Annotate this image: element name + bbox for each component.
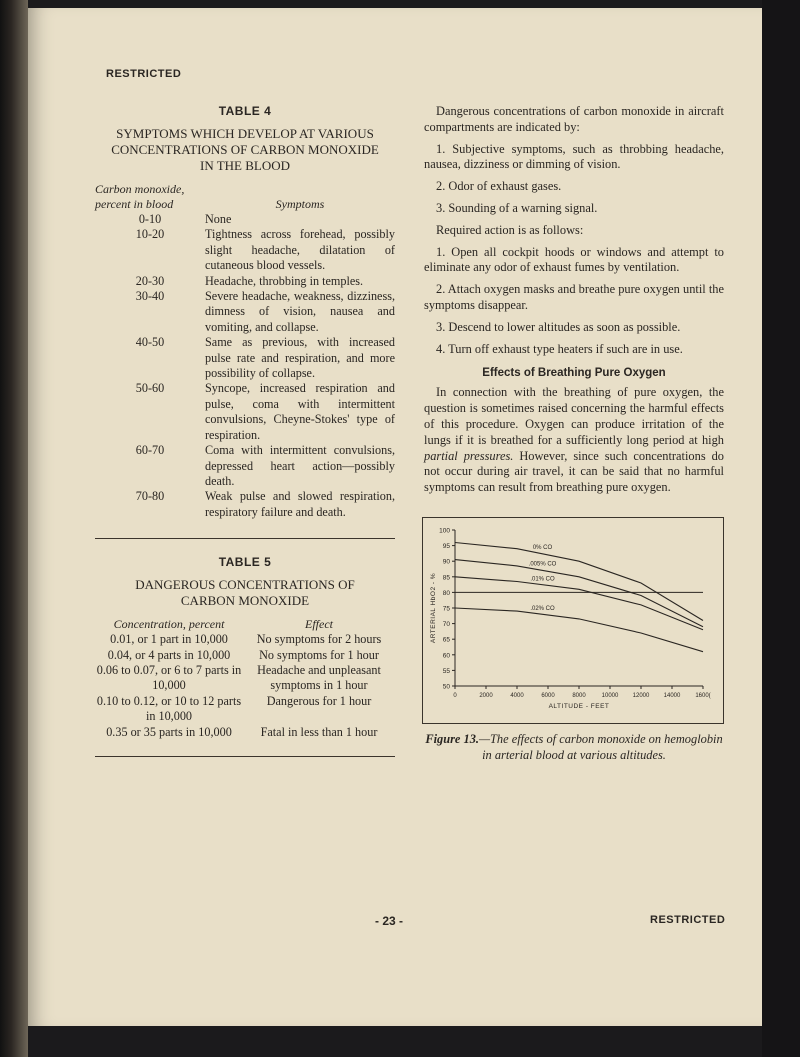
table5-row — [95, 648, 395, 663]
table5-bottom-rule — [95, 756, 395, 757]
x-tick-label: 0 — [453, 693, 457, 699]
oxygen-text-b: However, since such concentrations do not occur during air travel, it can be said that no harmful symptoms can result from breathing pure oxygen. — [424, 448, 724, 495]
table5-row — [95, 694, 395, 725]
background-edge — [762, 0, 800, 1057]
y-tick-label: 70 — [442, 621, 450, 629]
left-column — [95, 100, 395, 757]
concentration-cell: 0.06 to 0.07, or 6 to 7 parts in 10,000 — [96, 662, 242, 693]
table4-row — [95, 335, 395, 381]
y-tick-label: 60 — [442, 652, 450, 660]
x-tick-label: 8000 — [572, 693, 586, 699]
table4-row — [95, 274, 395, 289]
table4-row — [95, 443, 395, 489]
table5-col2-header: Effect — [305, 617, 333, 632]
table4-col1-header: Carbon monoxide, percent in blood — [95, 182, 185, 211]
caption-label: Figure 13. — [425, 732, 480, 746]
symptoms-cell: Syncope, increased respiration and pulse, coma with intermittent convulsions, Cheyne-Stokes' type of respiration. — [205, 381, 395, 442]
series-label: .005% CO — [528, 561, 557, 568]
concentration-cell: 0.10 to 0.12, or 10 to 12 parts in 10,000 — [96, 693, 242, 724]
table5-row — [95, 663, 395, 694]
symptoms-cell: Coma with intermittent convulsions, depressed heart action—possibly death. — [205, 443, 395, 488]
table4-label: TABLE 4 — [218, 104, 272, 118]
series-line — [455, 577, 703, 630]
table5-label: TABLE 5 — [218, 555, 272, 570]
co-percent-cell: 20-30 — [135, 273, 165, 288]
y-tick-label: 55 — [442, 667, 450, 675]
binding-gutter — [0, 0, 28, 1057]
indicator-1: 1. Subjective symptoms, such as throbbing headache, nausea, dizziness or dimming of vision. — [424, 141, 724, 172]
restricted-header: RESTRICTED — [106, 68, 182, 80]
x-tick-label: 14000 — [663, 693, 681, 699]
x-tick-label: 10000 — [601, 693, 619, 699]
effect-cell: No symptoms for 2 hours — [256, 632, 382, 647]
hbo2-altitude-chart — [423, 518, 723, 723]
intro-paragraph: Dangerous concentrations of carbon monoxide in aircraft compartments are indicated by: — [424, 104, 724, 134]
x-axis-label: ALTITUDE - FEET — [548, 703, 610, 710]
table5-header — [95, 617, 395, 632]
symptoms-cell: Tightness across forehead, possibly slight headache, dilatation of cutaneous blood vessels. — [205, 227, 395, 273]
series-line — [455, 543, 703, 621]
x-tick-label: 12000 — [632, 693, 650, 699]
co-percent-cell: 40-50 — [135, 335, 165, 350]
symptoms-cell: None — [205, 212, 232, 226]
oxygen-text-a: In connection with the breathing of pure oxygen, the question is sometimes raised concerning the harmful effects of this procedure. Oxygen can produce irritation of the lungs if it is breathed for a sufficiently long period at high — [424, 385, 724, 447]
table4-row — [95, 227, 395, 273]
y-tick-label: 80 — [442, 589, 450, 597]
restricted-footer: RESTRICTED — [650, 914, 726, 926]
co-percent-cell: 0-10 — [138, 212, 162, 226]
action-4: 4. Turn off exhaust type heaters if such are in use. — [436, 341, 683, 356]
section-heading: Effects of Breathing Pure Oxygen — [482, 367, 666, 380]
co-percent-cell: 10-20 — [135, 227, 165, 242]
concentration-cell: 0.04, or 4 parts in 10,000 — [107, 647, 231, 662]
y-tick-label: 95 — [442, 543, 450, 551]
y-tick-label: 65 — [442, 636, 450, 644]
table5-col1-header: Concentration, percent — [113, 617, 225, 632]
table4-row — [95, 489, 395, 520]
x-tick-label: 1600( — [695, 693, 711, 699]
table4-body — [95, 212, 395, 520]
oxygen-paragraph — [424, 385, 724, 496]
caption-text: —The effects of carbon monoxide on hemoglobin in arterial blood at various altitudes. — [479, 732, 723, 762]
effect-cell: No symptoms for 1 hour — [259, 647, 379, 662]
table4-col2-header: Symptoms — [275, 197, 325, 211]
table4-row — [95, 212, 395, 227]
indicator-2: 2. Odor of exhaust gases. — [436, 179, 562, 194]
concentration-cell: 0.01, or 1 part in 10,000 — [110, 632, 228, 647]
required-action-intro: Required action is as follows: — [436, 222, 584, 237]
co-percent-cell: 70-80 — [135, 489, 165, 504]
table4-header — [95, 182, 395, 212]
effect-cell: Dangerous for 1 hour — [266, 693, 372, 708]
y-tick-label: 85 — [442, 574, 450, 582]
y-tick-label: 75 — [442, 605, 450, 613]
table5-body — [95, 632, 395, 740]
action-1: 1. Open all cockpit hoods or windows and attempt to eliminate any odor of exhaust fumes by ventilation. — [424, 244, 724, 275]
indicator-3: 3. Sounding of a warning signal. — [436, 200, 598, 215]
series-label: 0% CO — [532, 544, 553, 551]
effect-cell: Headache and unpleasant symptoms in 1 hour — [257, 662, 381, 693]
figure-caption — [424, 732, 724, 764]
x-tick-label: 4000 — [510, 693, 524, 699]
y-tick-label: 90 — [442, 558, 450, 566]
y-tick-label: 50 — [442, 683, 450, 691]
series-line — [455, 560, 703, 627]
y-tick-label: 100 — [439, 527, 450, 535]
symptoms-cell: Headache, throbbing in temples. — [205, 273, 364, 288]
symptoms-cell: Same as previous, with increased pulse rate and respiration, and more possibility of collapse. — [205, 335, 395, 381]
table5-title: DANGEROUS CONCENTRATIONS OF CARBON MONOXIDE — [135, 577, 355, 609]
series-label: .02% CO — [530, 606, 555, 613]
effect-cell: Fatal in less than 1 hour — [260, 724, 378, 739]
table-divider — [95, 538, 395, 539]
co-percent-cell: 30-40 — [135, 289, 165, 304]
action-2: 2. Attach oxygen masks and breathe pure oxygen until the symptoms disappear. — [424, 282, 724, 312]
table5-row — [95, 632, 395, 647]
co-percent-cell: 50-60 — [135, 381, 165, 396]
action-3: 3. Descend to lower altitudes as soon as possible. — [436, 319, 681, 334]
symptoms-cell: Weak pulse and slowed respiration, respiratory failure and death. — [205, 489, 395, 519]
x-tick-label: 2000 — [479, 693, 493, 699]
symptoms-cell: Severe headache, weakness, dizziness, dimness of vision, nausea and vomiting, and collapse. — [205, 289, 395, 334]
oxygen-text-emph: partial pressures. — [424, 448, 514, 463]
page-number: - 23 - — [375, 914, 404, 928]
y-axis-label: ARTERIAL HbO2 - % — [430, 572, 437, 644]
concentration-cell: 0.35 or 35 parts in 10,000 — [106, 724, 232, 739]
co-percent-cell: 60-70 — [135, 443, 165, 458]
table4-title: SYMPTOMS WHICH DEVELOP AT VARIOUS CONCENTRATIONS OF CARBON MONOXIDE IN THE BLOOD — [111, 126, 379, 173]
right-column — [424, 104, 724, 496]
table5-row — [95, 725, 395, 740]
series-label: .01% CO — [530, 576, 555, 583]
figure-13-frame — [422, 517, 724, 724]
x-tick-label: 6000 — [541, 693, 555, 699]
table4-row — [95, 289, 395, 335]
table4-row — [95, 381, 395, 443]
